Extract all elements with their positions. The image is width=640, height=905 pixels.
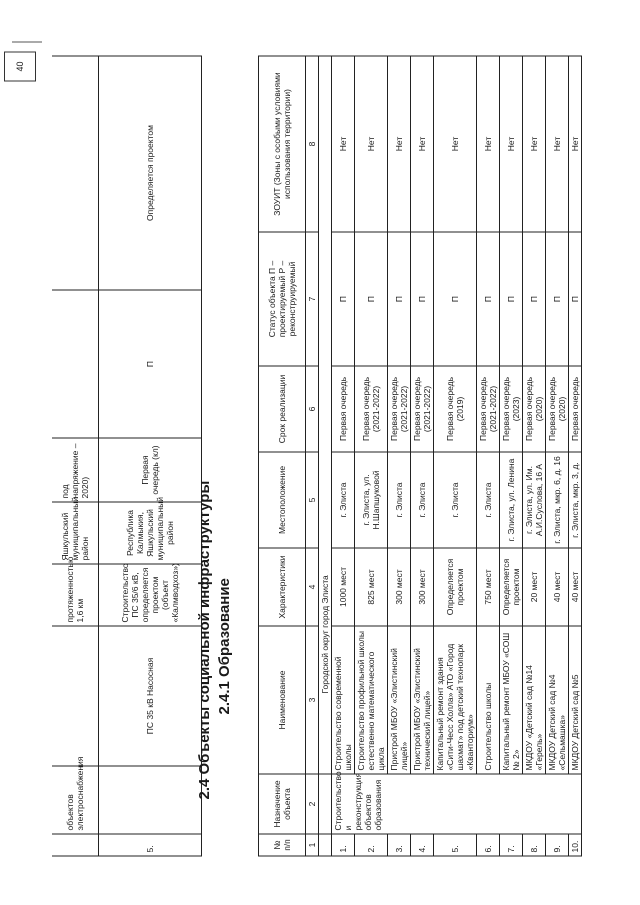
top-table — [52, 56, 202, 857]
table-cell: протяженностью 1,6 км — [52, 564, 99, 626]
column-number-row — [306, 56, 319, 856]
table-cell: Строительство ПС 35/6 кВ, определяется проектом (объект «Калмводхоз») — [99, 564, 202, 626]
table-cell: П — [477, 232, 500, 366]
purpose-cell: Строительство и реконструкция объектов образования — [332, 774, 582, 834]
table-cell: 1000 мест — [332, 548, 355, 626]
table-cell — [52, 626, 99, 766]
page-number: 40 — [4, 52, 36, 82]
column-header: Срок реализации — [259, 366, 306, 452]
header-row — [259, 56, 306, 856]
table-cell: Определяется проектом — [434, 548, 477, 626]
table-cell: объектов электроснабжения — [52, 766, 99, 834]
table-cell: Определяется проектом — [99, 56, 202, 290]
table-cell: 4. — [411, 834, 434, 856]
table-cell: г. Элиста, ул. Н.Шапшуковой — [355, 452, 388, 548]
table-cell: П — [99, 290, 202, 438]
table-row — [99, 56, 202, 856]
education-table — [258, 56, 582, 857]
table-cell: Нет — [477, 56, 500, 232]
table-cell: г. Элиста — [332, 452, 355, 548]
table-cell: 20 мест — [523, 548, 546, 626]
column-number: 8 — [306, 56, 319, 232]
table-cell: Капитальный ремонт здания «Сити-Чесс Холла» АТО «Город шахмат» под детский технопарк «Кванториум» — [434, 626, 477, 774]
table-cell: г. Элиста, мкр. 3, д. — [569, 452, 582, 548]
table-cell: Нет — [434, 56, 477, 232]
table-cell: 825 мест — [355, 548, 388, 626]
column-header: Наименование — [259, 626, 306, 774]
table-row — [411, 56, 434, 856]
table-cell: Первая очередь (2019) — [434, 366, 477, 452]
table-cell: П — [388, 232, 411, 366]
table-row — [332, 56, 355, 856]
table-cell: П — [569, 232, 582, 366]
section-title: 2.4 Объекты социальной инфраструктуры — [196, 480, 213, 800]
table-cell: П — [411, 232, 434, 366]
table-cell: Нет — [523, 56, 546, 232]
table-cell: П — [332, 232, 355, 366]
table-cell: г. Элиста, мкр. 6, д. 16 — [546, 452, 569, 548]
table-cell: П — [523, 232, 546, 366]
column-number: 7 — [306, 232, 319, 366]
table-cell — [319, 834, 332, 856]
table-cell: 8. — [523, 834, 546, 856]
table-cell: Первая очередь (2021-2022) — [411, 366, 434, 452]
column-header: Статус объекта П – проектируемый Р – реконструируемый — [259, 232, 306, 366]
table-cell: Первая очередь — [332, 366, 355, 452]
table-cell — [99, 766, 202, 834]
column-number: 1 — [306, 834, 319, 856]
table-cell: 10. — [569, 834, 582, 856]
margin-tick — [12, 42, 42, 43]
table-cell: П — [355, 232, 388, 366]
column-header: ЗОУИТ (Зоны с особыми условиями использования территории) — [259, 56, 306, 232]
table-row — [477, 56, 500, 856]
table-cell: Первая очередь (2021-2022) — [477, 366, 500, 452]
column-number: 6 — [306, 366, 319, 452]
column-header: Местоположение — [259, 452, 306, 548]
table-row — [523, 56, 546, 856]
table-row — [500, 56, 523, 856]
table-cell: г. Элиста — [477, 452, 500, 548]
table-cell: МКДОУ Детский сад №5 — [569, 626, 582, 774]
table-cell: Первая очередь (2023) — [500, 366, 523, 452]
table-cell: Нет — [388, 56, 411, 232]
column-number: 2 — [306, 774, 319, 834]
table-cell: Первая очередь (2021-2022) — [388, 366, 411, 452]
column-header: № п/п — [259, 834, 306, 856]
column-number: 3 — [306, 626, 319, 774]
table-cell: 300 мест — [388, 548, 411, 626]
table-cell: Пристрой МБОУ «Элистинский технический лицей» — [411, 626, 434, 774]
table-cell: Нет — [355, 56, 388, 232]
column-number: 4 — [306, 548, 319, 626]
table-cell: Нет — [546, 56, 569, 232]
table-cell: П — [500, 232, 523, 366]
table-cell: П — [434, 232, 477, 366]
table-cell: 7. — [500, 834, 523, 856]
table-cell: 3. — [388, 834, 411, 856]
table-row — [52, 56, 99, 856]
table-row — [388, 56, 411, 856]
group-title: Городской округ город Элиста — [319, 56, 332, 774]
table-cell: 2. — [355, 834, 388, 856]
column-number: 5 — [306, 452, 319, 548]
table-cell: Республика Калмыкия, Яшкульский муниципальный район — [99, 502, 202, 564]
table-cell: 40 мест — [569, 548, 582, 626]
table-cell: МКДОУ Детский сад №4 «Сельмашка» — [546, 626, 569, 774]
table-cell: Строительство профильной школы естественно математического цикла — [355, 626, 388, 774]
table-cell: Первая очередь (2020) — [523, 366, 546, 452]
table-cell: Нет — [411, 56, 434, 232]
table-cell: Пристрой МБОУ «Элистинский лицей» — [388, 626, 411, 774]
table-cell: под напряжение – 2020) — [52, 438, 99, 502]
table-cell: Строительство школы — [477, 626, 500, 774]
table-cell — [52, 290, 99, 438]
table-row — [569, 56, 582, 856]
table-cell: Капитальный ремонт МБОУ «СОШ № 2» — [500, 626, 523, 774]
table-cell: Нет — [569, 56, 582, 232]
table-cell: П — [546, 232, 569, 366]
table-cell — [319, 774, 332, 834]
table-cell: Первая очередь (2020) — [546, 366, 569, 452]
group-row — [319, 56, 332, 856]
table-cell: г. Элиста, ул. Им. А.И.Суслова, 16 А — [523, 452, 546, 548]
table-cell: Строительство современной школы — [332, 626, 355, 774]
table-cell: 300 мест — [411, 548, 434, 626]
table-cell: 750 мест — [477, 548, 500, 626]
table-cell: Первая очередь (2021-2022) — [355, 366, 388, 452]
table-cell: МКДОУ «Детский сад №14 «Герель» — [523, 626, 546, 774]
table-cell — [52, 834, 99, 856]
table-cell: 40 мест — [546, 548, 569, 626]
table-row — [434, 56, 477, 856]
table-cell: 1. — [332, 834, 355, 856]
table-cell: 5. — [99, 834, 202, 856]
table-cell: Первая очередь (кл) — [99, 438, 202, 502]
table-cell: ПС 35 кВ Насосная — [99, 626, 202, 766]
table-cell: г. Элиста — [434, 452, 477, 548]
table-cell: Нет — [500, 56, 523, 232]
table-cell: 6. — [477, 834, 500, 856]
table-cell: 9. — [546, 834, 569, 856]
column-header: Характеристики — [259, 548, 306, 626]
table-row — [546, 56, 569, 856]
table-cell: 5. — [434, 834, 477, 856]
table-cell: г. Элиста — [388, 452, 411, 548]
table-cell: г. Элиста — [411, 452, 434, 548]
table-cell: г. Элиста, ул. Ленина — [500, 452, 523, 548]
table-cell — [52, 56, 99, 290]
subsection-title: 2.4.1 Образование — [216, 578, 233, 715]
table-cell: Яшкульский муниципальный район — [52, 502, 99, 564]
table-cell: Первая очередь — [569, 366, 582, 452]
table-row — [355, 56, 388, 856]
table-cell: Определяется проектом — [500, 548, 523, 626]
column-header: Назначение объекта — [259, 774, 306, 834]
table-cell: Нет — [332, 56, 355, 232]
